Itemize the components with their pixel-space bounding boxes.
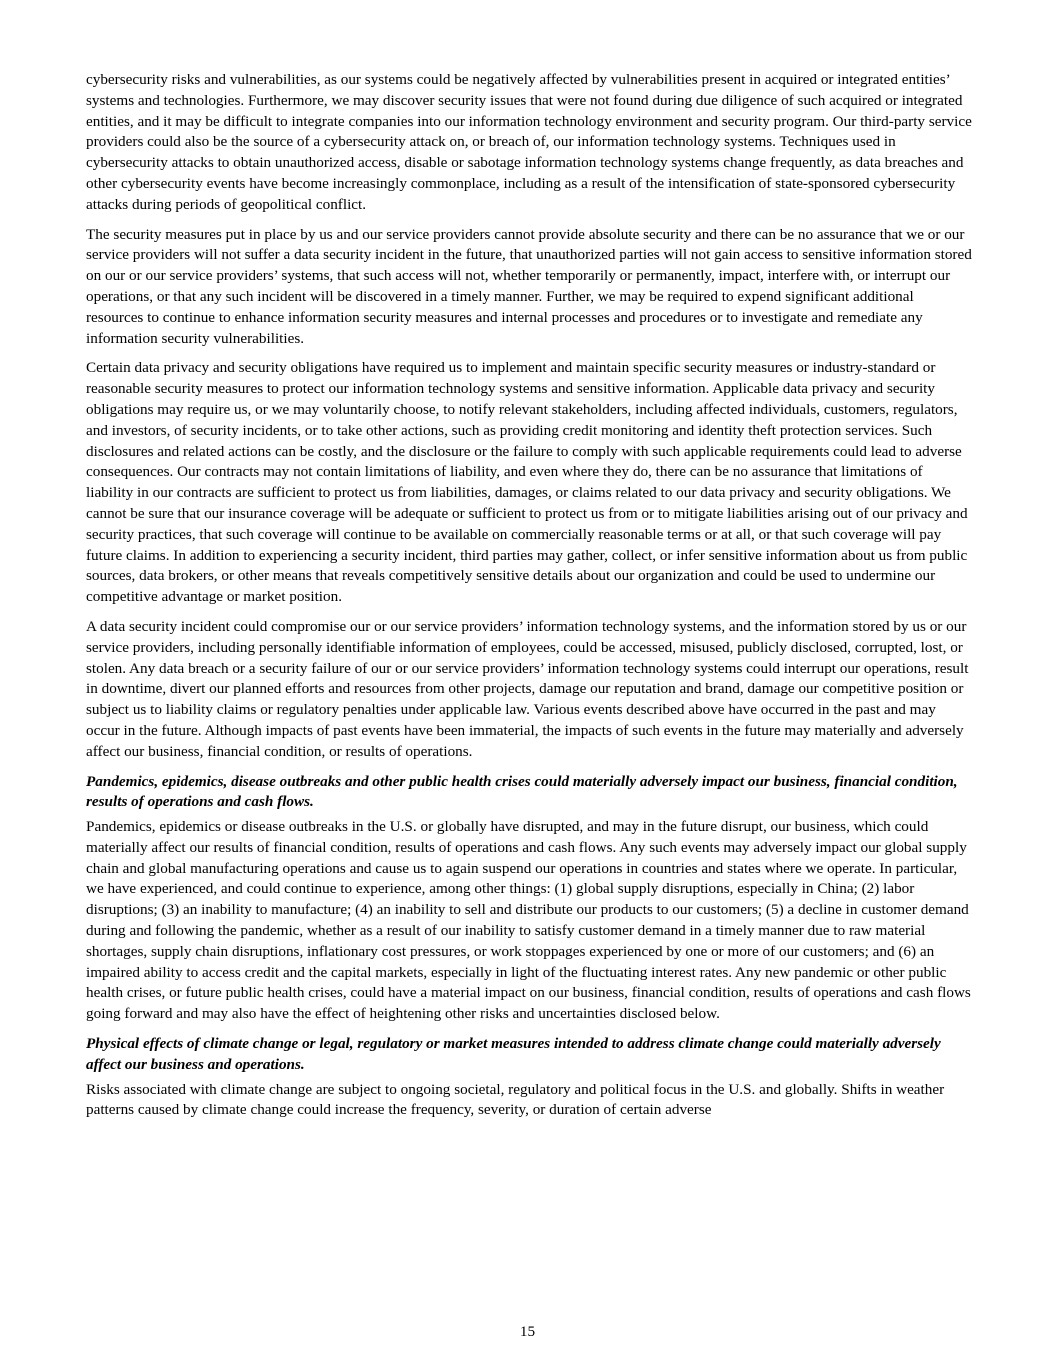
page-number: 15 bbox=[519, 1323, 536, 1340]
heading-pandemics: Pandemics, epidemics, disease outbreaks and other public health crises could materially adversely impact our business, financial condition, results of operations and cash flows. bbox=[86, 772, 958, 811]
heading-climate-change: Physical effects of climate change or legal, regulatory or market measures intended to address climate change could materially adversely affect our business and operations. bbox=[86, 1035, 941, 1073]
paragraph-privacy-obligations: Certain data privacy and security obligations have required us to implement and maintain specific security measures or industry-standard or reasonable security measures to protect our information technology systems and sensitive information. Applicable data privacy and security obligations may require us, or we may voluntarily choose, to notify relevant stakeholders, including affected individuals, customers, regulators, and investors, of security incidents, or to take other actions, such as providing credit monitoring and identity theft protection services. Such disclosures and related actions can be costly, and the disclosure or the failure to comply with such applicable requirements could lead to adverse consequences. Our contracts may not contain limitations of liability, and even where they do, there can be no assurance that limitations of liability in our contracts are sufficient to protect us from liabilities, damages, or claims related to our data privacy and security obligations. We cannot be sure that our insurance coverage will be adequate or sufficient to protect us from or to mitigate liabilities arising out of our privacy and security practices, that such coverage will continue to be available on commercially reasonable terms or at all, or that such coverage will pay future claims. In addition to experiencing a security incident, third parties may gather, collect, or infer sensitive information about us from public sources, data brokers, or other means that reveals competitively sensitive details about our organization and could be used to undermine our competitive advantage or market position. bbox=[86, 359, 968, 606]
paragraph-cybersecurity-risks: cybersecurity risks and vulnerabilities, as our systems could be negatively affected by vulnerabilities present in acquired or integrated entities’ systems and technologies. Furthermore, we may discover security issues that were not found during due diligence of such acquired or integrated entities, and it may be difficult to integrate companies into our information technology environment and security program. Our third-party service providers could also be the source of a cybersecurity attack on, or breach of, our information technology systems. Techniques used in cybersecurity attacks to obtain unauthorized access, disable or sabotage information technology systems change frequently, as data breaches and other cybersecurity events have become increasingly commonplace, including as a result of the intensification of state-sponsored cybersecurity attacks during periods of geopolitical conflict. bbox=[86, 71, 972, 213]
paragraph-security-measures: The security measures put in place by us and our service providers cannot provide absolute security and there can be no assurance that we or our service providers will not suffer a data security incident in the future, that unauthorized parties will not gain access to sensitive information stored on our or our service providers’ systems, that such access will not, whether temporarily or permanently, impact, interfere with, or interrupt our operations, or that any such incident will be discovered in a timely manner. Further, we may be required to expend significant additional resources to continue to enhance information security measures and internal processes and procedures or to investigate and remediate any information security vulnerabilities. bbox=[86, 225, 972, 347]
paragraph-data-security-incident: A data security incident could compromise our or our service providers’ information technology systems, and the information stored by us or our service providers, including personally identifiable information of employees, could be accessed, misused, publicly disclosed, corrupted, lost, or stolen. Any data breach or a security failure of our or our service providers’ information technology systems could interrupt our operations, result in downtime, divert our planned efforts and resources from other projects, damage our reputation and brand, damage our competitive position or subject us to liability claims or regulatory penalties under applicable law. Various events described above have occurred in the past and may occur in the future. Although impacts of past events have been immaterial, the impacts of such events in the future may materially and adversely affect our business, financial condition, or results of operations. bbox=[86, 617, 969, 760]
paragraph-climate-change: Risks associated with climate change are subject to ongoing societal, regulatory and political focus in the U.S. and globally. Shifts in weather patterns caused by climate change could increase the frequency, severity, or duration of certain adverse bbox=[86, 1080, 945, 1119]
paragraph-pandemics: Pandemics, epidemics or disease outbreaks in the U.S. or globally have disrupted, and may in the future disrupt, our business, which could materially affect our results of financial condition, results of operations and cash flows. Any such events may adversely impact our global supply chain and global manufacturing operations and cause us to again suspend our operations in countries and states where we operate. In particular, we have experienced, and could continue to experience, among other things: (1) global supply disruptions, especially in China; (2) labor disruptions; (3) an inability to manufacture; (4) an inability to sell and distribute our products to our customers; (5) a decline in customer demand during and following the pandemic, whether as a result of our inability to satisfy customer demand in a timely manner due to raw material shortages, supply chain disruptions, inflationary cost pressures, or work stoppages experienced by one or more of our customers; and (6) an impaired ability to access credit and the capital markets, especially in light of the fluctuating interest rates. Any new pandemic or other public health crises, or future public health crises, could have a material impact on our business, financial condition, results of operations and cash flows going forward and may also have the effect of heightening other risks and uncertainties disclosed below. bbox=[86, 818, 971, 1023]
